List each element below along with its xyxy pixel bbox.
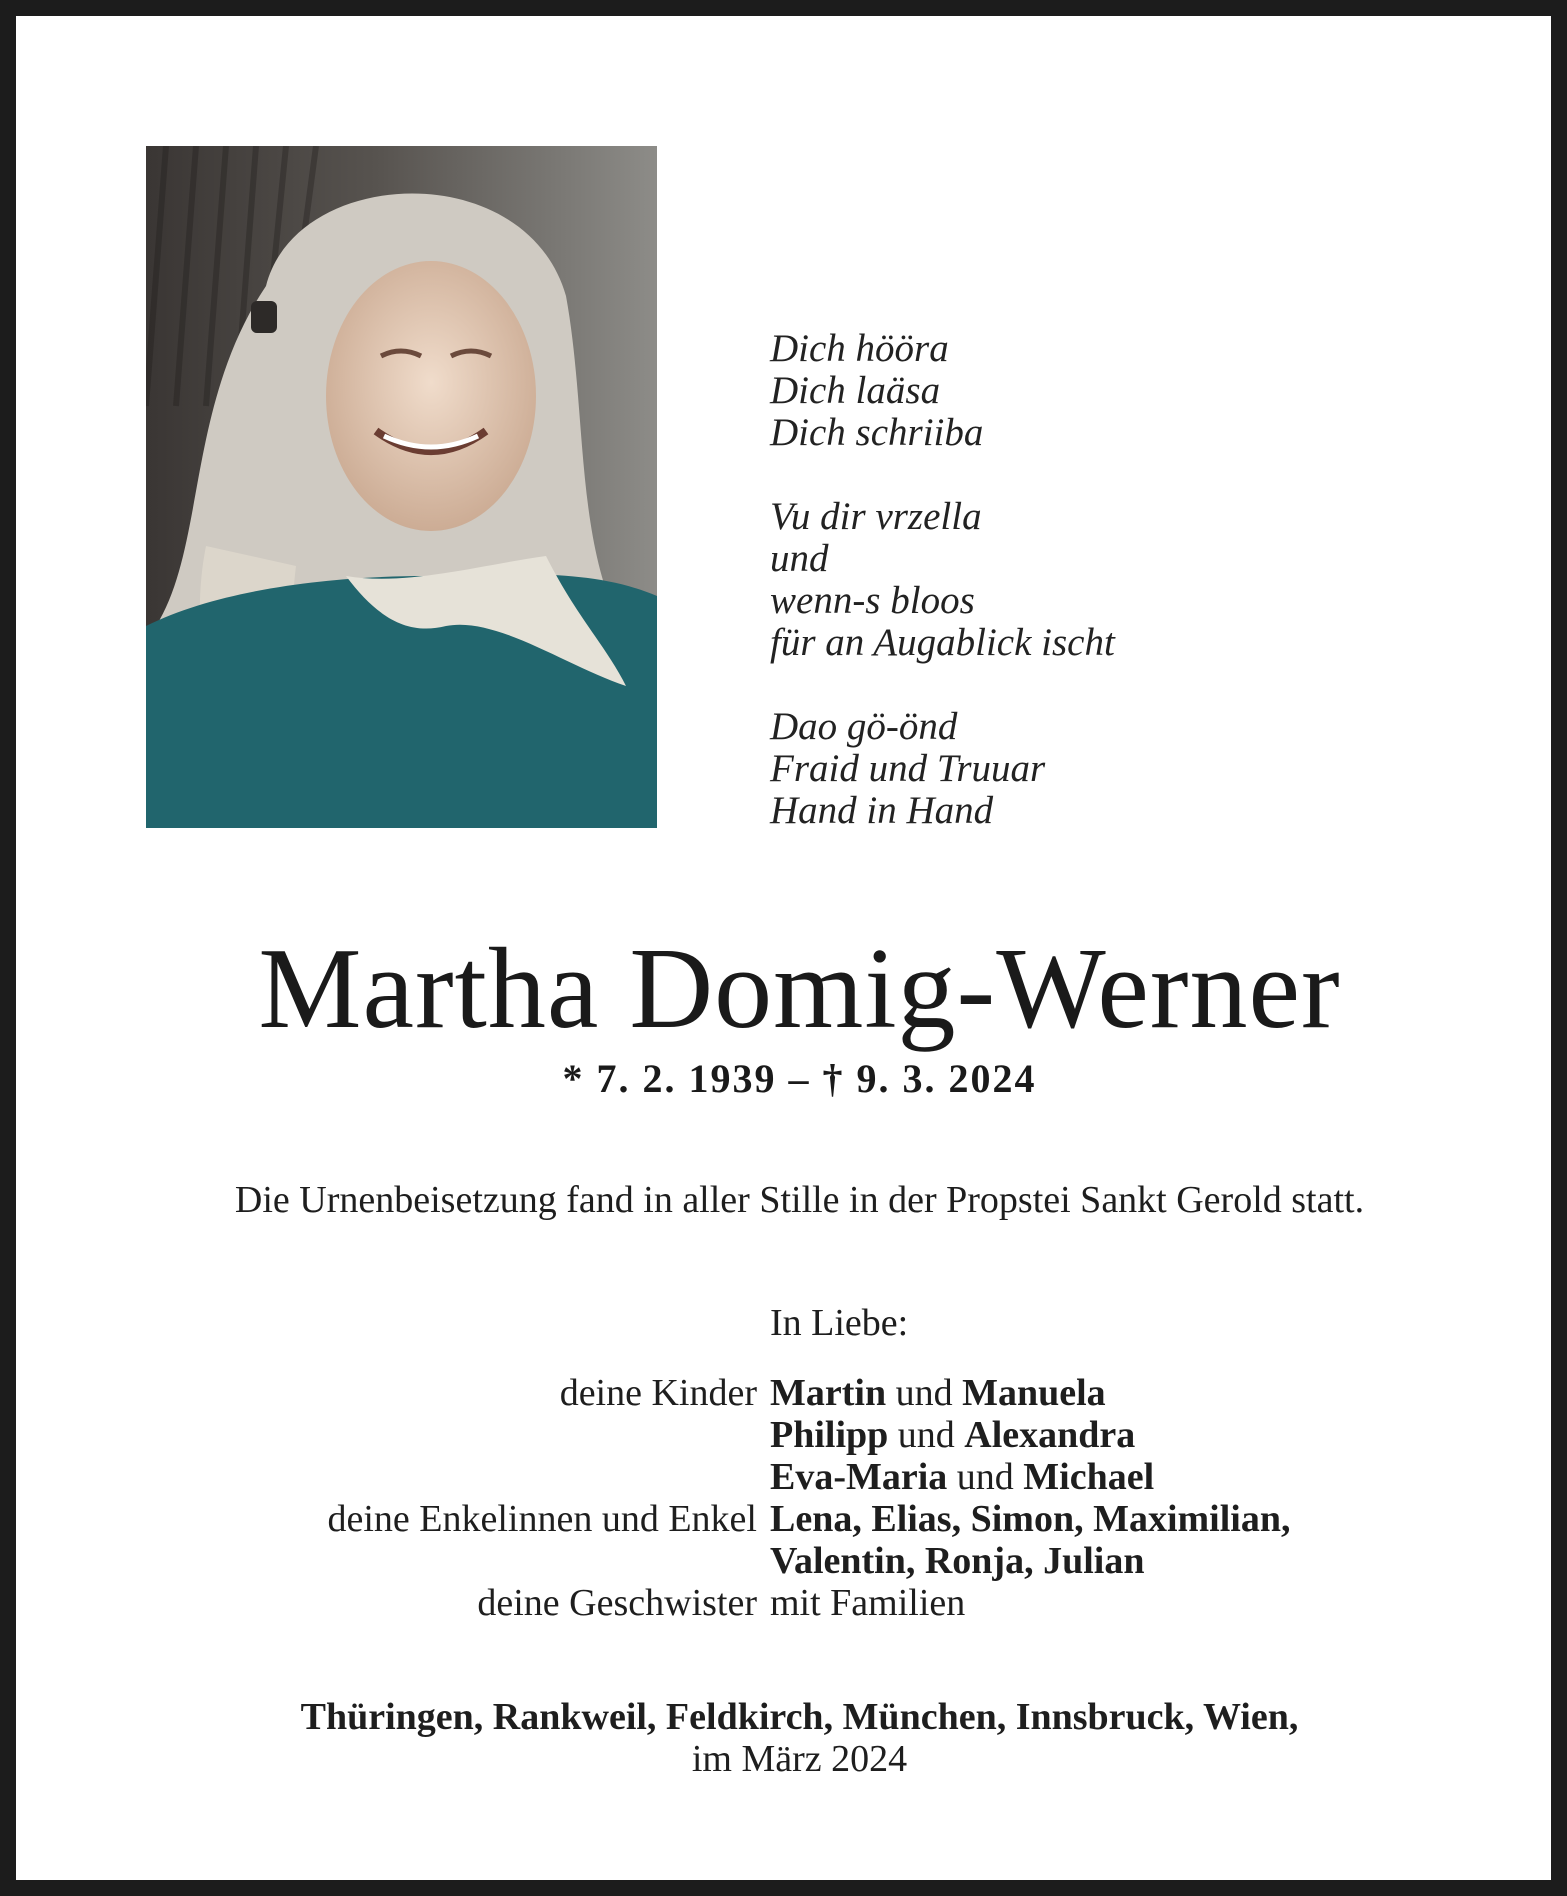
poem-line: Dao gö-önd: [770, 705, 958, 748]
poem-stanza: [770, 706, 1115, 832]
family-intro-row: [16, 1302, 1567, 1372]
portrait-photo: [146, 146, 657, 828]
family-row-grandchildren-2: [16, 1540, 1567, 1582]
child-name: Philipp: [770, 1414, 889, 1456]
places-line: Thüringen, Rankweil, Feldkirch, München, Innsbruck, Wien,: [300, 1696, 1299, 1738]
grandchildren-names: [770, 1498, 1290, 1540]
child-name: Martin: [770, 1372, 887, 1414]
grandchildren-line-1: Lena, Elias, Simon, Maximilian,: [770, 1498, 1291, 1540]
poem-line: Vu dir vrzella: [770, 495, 982, 538]
siblings-value: mit Familien: [770, 1582, 966, 1624]
poem-line: für an Augablick ischt: [770, 621, 1115, 664]
children-pair: [770, 1372, 1106, 1414]
family-row-grandchildren-1: [16, 1498, 1567, 1540]
child-name: Eva-Maria: [770, 1456, 948, 1498]
burial-notice: Die Urnenbeisetzung fand in aller Stille in der Propstei Sankt Gerold statt.: [234, 1179, 1365, 1221]
family-row-children-1: [16, 1372, 1567, 1414]
partner-name: Manuela: [962, 1372, 1106, 1414]
children-pair: [770, 1414, 1135, 1456]
siblings-label: deine Geschwister: [477, 1582, 757, 1624]
partner-name: Michael: [1023, 1456, 1155, 1498]
life-dates: * 7. 2. 1939 – † 9. 3. 2024: [562, 1056, 1037, 1101]
deceased-name: Martha Domig-Werner: [258, 925, 1341, 1053]
poem-stanza: [770, 496, 1115, 664]
poem-stanza: [770, 328, 1115, 454]
children-label: deine Kinder: [559, 1372, 757, 1414]
family-block: [16, 1302, 1567, 1624]
poem-line: Dich hööra: [770, 327, 949, 370]
grandchildren-label: deine Enkelinnen und Enkel: [327, 1498, 757, 1540]
poem-line: Dich laäsa: [770, 369, 941, 412]
poem: [770, 328, 1115, 832]
month-line: im März 2024: [691, 1738, 908, 1780]
partner-name: Alexandra: [964, 1414, 1136, 1456]
and-word: und: [895, 1372, 953, 1414]
grandchildren-line-2: Valentin, Ronja, Julian: [770, 1540, 1145, 1582]
family-row-children-3: [16, 1456, 1567, 1498]
poem-line: und: [770, 537, 829, 580]
poem-line: Dich schriiba: [770, 411, 984, 454]
poem-line: Hand in Hand: [770, 789, 994, 832]
and-word: und: [897, 1414, 955, 1456]
family-intro: In Liebe:: [770, 1302, 909, 1344]
portrait-illustration: [146, 146, 657, 828]
children-pair: [770, 1456, 1154, 1498]
poem-line: wenn-s bloos: [770, 579, 975, 622]
family-row-children-2: [16, 1414, 1567, 1456]
poem-line: Fraid und Truuar: [770, 747, 1046, 790]
family-row-siblings: [16, 1582, 1567, 1624]
and-word: und: [956, 1456, 1014, 1498]
grandchildren-names: [770, 1540, 1144, 1582]
